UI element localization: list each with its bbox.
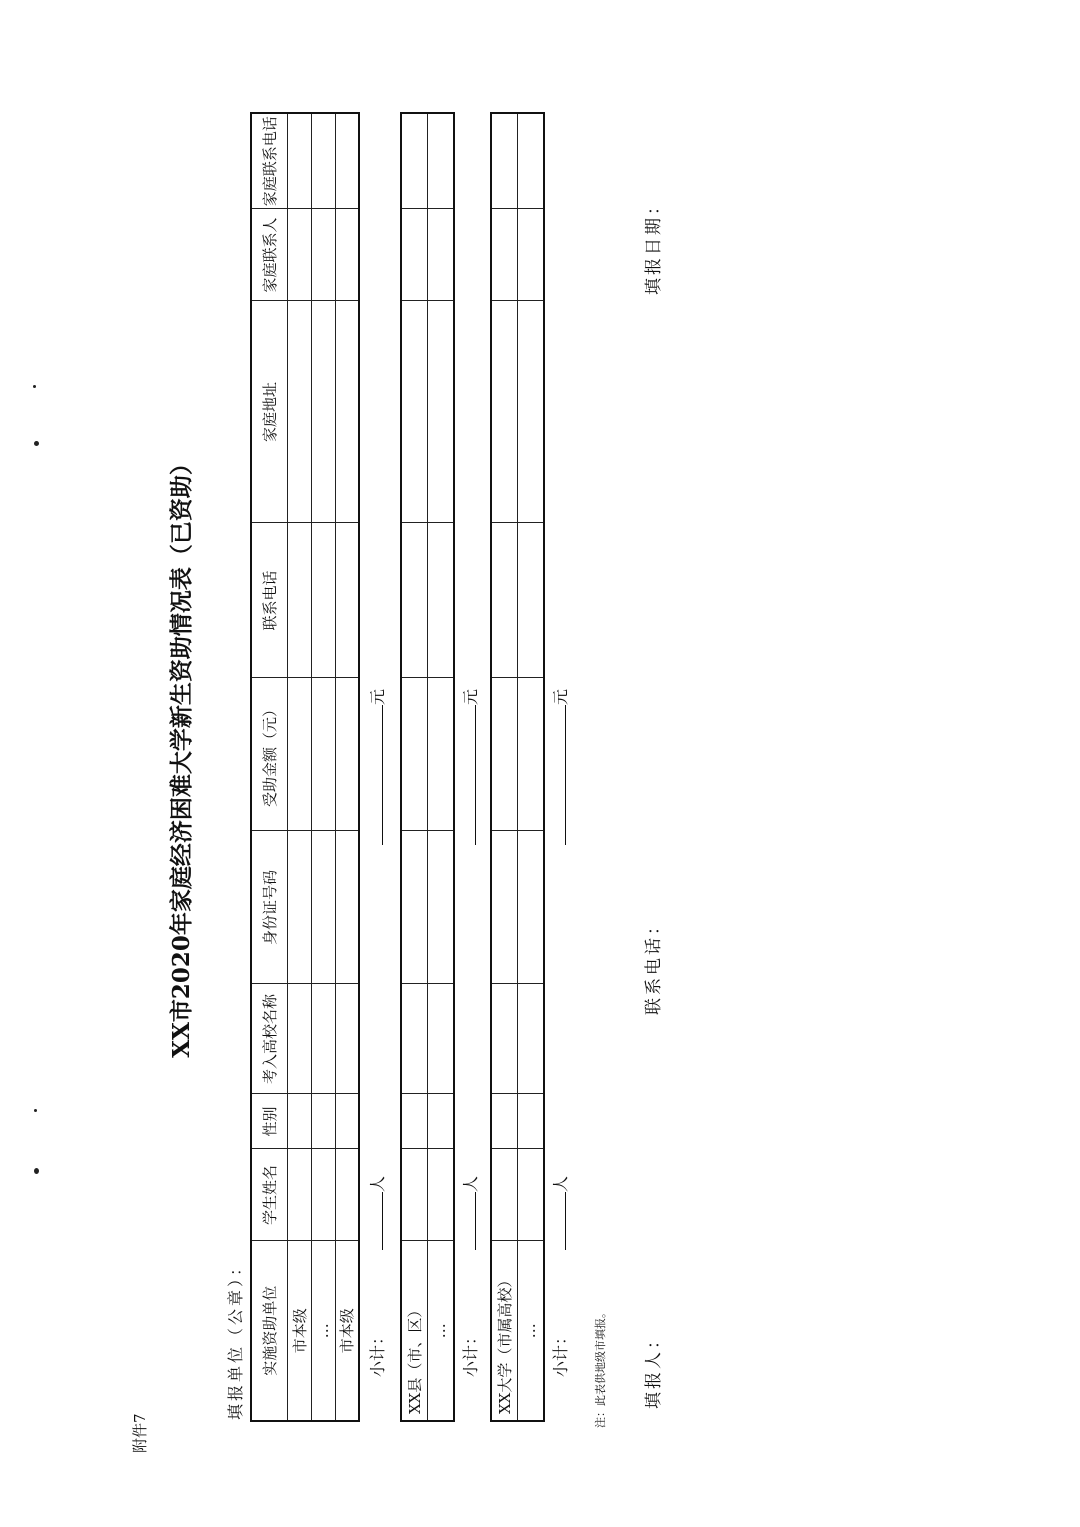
table-cell[interactable]: [335, 1149, 359, 1241]
table-cell[interactable]: [491, 1149, 517, 1241]
table-cell[interactable]: [491, 301, 517, 523]
people-unit: 人: [461, 1175, 480, 1192]
table-cell[interactable]: [287, 301, 311, 523]
form-sheet: [45, 55, 1035, 1455]
table-cell[interactable]: [287, 113, 311, 209]
table-cell[interactable]: [311, 678, 335, 831]
row-unit-cell: …: [311, 1241, 335, 1421]
people-count-blank[interactable]: [370, 1192, 383, 1250]
table-cell[interactable]: [517, 984, 544, 1094]
table-cell[interactable]: [427, 209, 454, 301]
table-cell[interactable]: [401, 1149, 427, 1241]
table-cell[interactable]: [287, 1094, 311, 1149]
subtotal-amount: [365, 689, 388, 845]
row-unit-cell: …: [517, 1241, 544, 1421]
table-cell[interactable]: [517, 1149, 544, 1241]
column-header: 身份证号码: [251, 831, 287, 984]
reporter-label: 填报人：: [644, 1329, 664, 1409]
subtotal-label: 小计：: [368, 1328, 387, 1377]
amount-unit: 元: [368, 688, 387, 705]
table-cell[interactable]: [517, 113, 544, 209]
table-cell[interactable]: [427, 1149, 454, 1241]
column-header: 家庭联系电话: [251, 113, 287, 209]
amount-blank[interactable]: [463, 705, 476, 845]
table-cell[interactable]: [517, 831, 544, 984]
scan-speck: [34, 441, 39, 446]
table-cell[interactable]: [335, 678, 359, 831]
table-cell[interactable]: [427, 678, 454, 831]
column-header: 性别: [251, 1094, 287, 1149]
column-header: 实施资助单位: [251, 1241, 287, 1421]
table-cell[interactable]: [335, 831, 359, 984]
row-unit-cell: …: [427, 1241, 454, 1421]
table-cell[interactable]: [401, 1094, 427, 1149]
subtotal-people: [458, 1176, 481, 1250]
table-cell[interactable]: [401, 831, 427, 984]
page-title: XX市2020年家庭经济困难大学新生资助情况表（已资助）: [168, 452, 195, 1058]
table-cell[interactable]: [517, 301, 544, 523]
table-cell[interactable]: [491, 831, 517, 984]
table-cell[interactable]: [427, 1094, 454, 1149]
subtotal-amount: [548, 689, 571, 845]
contact-phone-label: 联系电话：: [644, 915, 664, 1015]
table-cell[interactable]: [491, 1094, 517, 1149]
table-cell[interactable]: [311, 1149, 335, 1241]
table-cell[interactable]: [401, 301, 427, 523]
table-cell[interactable]: [401, 523, 427, 678]
subtotal-people: [548, 1176, 571, 1250]
table-cell[interactable]: [517, 1094, 544, 1149]
column-header: 学生姓名: [251, 1149, 287, 1241]
report-date-label: 填报日期：: [644, 195, 664, 295]
subtotal-row: [365, 1329, 388, 1377]
table-cell[interactable]: [491, 209, 517, 301]
people-unit: 人: [368, 1175, 387, 1192]
column-header: 考入高校名称: [251, 984, 287, 1094]
table-cell[interactable]: [335, 1094, 359, 1149]
table-cell[interactable]: [517, 209, 544, 301]
table-cell[interactable]: [335, 523, 359, 678]
table-cell[interactable]: [491, 678, 517, 831]
table-cell[interactable]: [287, 678, 311, 831]
column-header: 联系电话: [251, 523, 287, 678]
subtotal-people: [365, 1176, 388, 1250]
table-cell[interactable]: [427, 831, 454, 984]
table-cell[interactable]: [335, 984, 359, 1094]
table-cell[interactable]: [287, 831, 311, 984]
people-count-blank[interactable]: [553, 1192, 566, 1250]
subtotal-label: 小计：: [551, 1328, 570, 1377]
table-cell[interactable]: [517, 678, 544, 831]
subtotal-row: [548, 1329, 571, 1377]
aid-table-section-2: [400, 112, 455, 1422]
table-cell[interactable]: [311, 523, 335, 678]
table-cell[interactable]: [491, 113, 517, 209]
amount-unit: 元: [461, 688, 480, 705]
table-cell[interactable]: [287, 523, 311, 678]
table-cell[interactable]: [427, 984, 454, 1094]
row-unit-cell: XX大学（市属高校）: [491, 1241, 517, 1421]
amount-blank[interactable]: [553, 705, 566, 845]
amount-unit: 元: [551, 688, 570, 705]
subtotal-label: 小计：: [461, 1328, 480, 1377]
subtotal-amount: [458, 689, 481, 845]
table-cell[interactable]: [401, 678, 427, 831]
column-header: 家庭联系人: [251, 209, 287, 301]
table-cell[interactable]: [427, 113, 454, 209]
table-cell[interactable]: [311, 301, 335, 523]
table-cell[interactable]: [311, 984, 335, 1094]
people-unit: 人: [551, 1175, 570, 1192]
table-cell[interactable]: [311, 113, 335, 209]
row-unit-cell: 市本级: [287, 1241, 311, 1421]
row-unit-cell: 市本级: [335, 1241, 359, 1421]
table-cell[interactable]: [335, 301, 359, 523]
table-cell[interactable]: [491, 523, 517, 678]
table-cell[interactable]: [311, 209, 335, 301]
scan-speck: [34, 1109, 37, 1112]
table-cell[interactable]: [335, 209, 359, 301]
aid-table-section-3: [490, 112, 545, 1422]
column-header: 家庭地址: [251, 301, 287, 523]
table-cell[interactable]: [335, 113, 359, 209]
amount-blank[interactable]: [370, 705, 383, 845]
table-cell[interactable]: [311, 831, 335, 984]
table-cell[interactable]: [287, 1149, 311, 1241]
subtotal-row: [458, 1329, 481, 1377]
column-header: 受助金额（元）: [251, 678, 287, 831]
table-cell[interactable]: [491, 984, 517, 1094]
attachment-label: 附件7: [131, 1413, 149, 1453]
table-note: 注：此表供地级市填报。: [594, 1307, 607, 1428]
row-unit-cell: XX县（市、区）: [401, 1241, 427, 1421]
table-cell[interactable]: [287, 984, 311, 1094]
table-cell[interactable]: [287, 209, 311, 301]
people-count-blank[interactable]: [463, 1192, 476, 1250]
aid-table-section-1: [250, 112, 360, 1422]
table-cell[interactable]: [401, 113, 427, 209]
scan-speck: [34, 1168, 39, 1174]
table-cell[interactable]: [311, 1094, 335, 1149]
table-cell[interactable]: [427, 523, 454, 678]
table-cell[interactable]: [401, 209, 427, 301]
table-cell[interactable]: [517, 523, 544, 678]
reporting-unit-label: 填报单位（公章）：: [226, 1256, 245, 1420]
table-cell[interactable]: [401, 984, 427, 1094]
scan-speck: [33, 385, 36, 388]
table-cell[interactable]: [427, 301, 454, 523]
